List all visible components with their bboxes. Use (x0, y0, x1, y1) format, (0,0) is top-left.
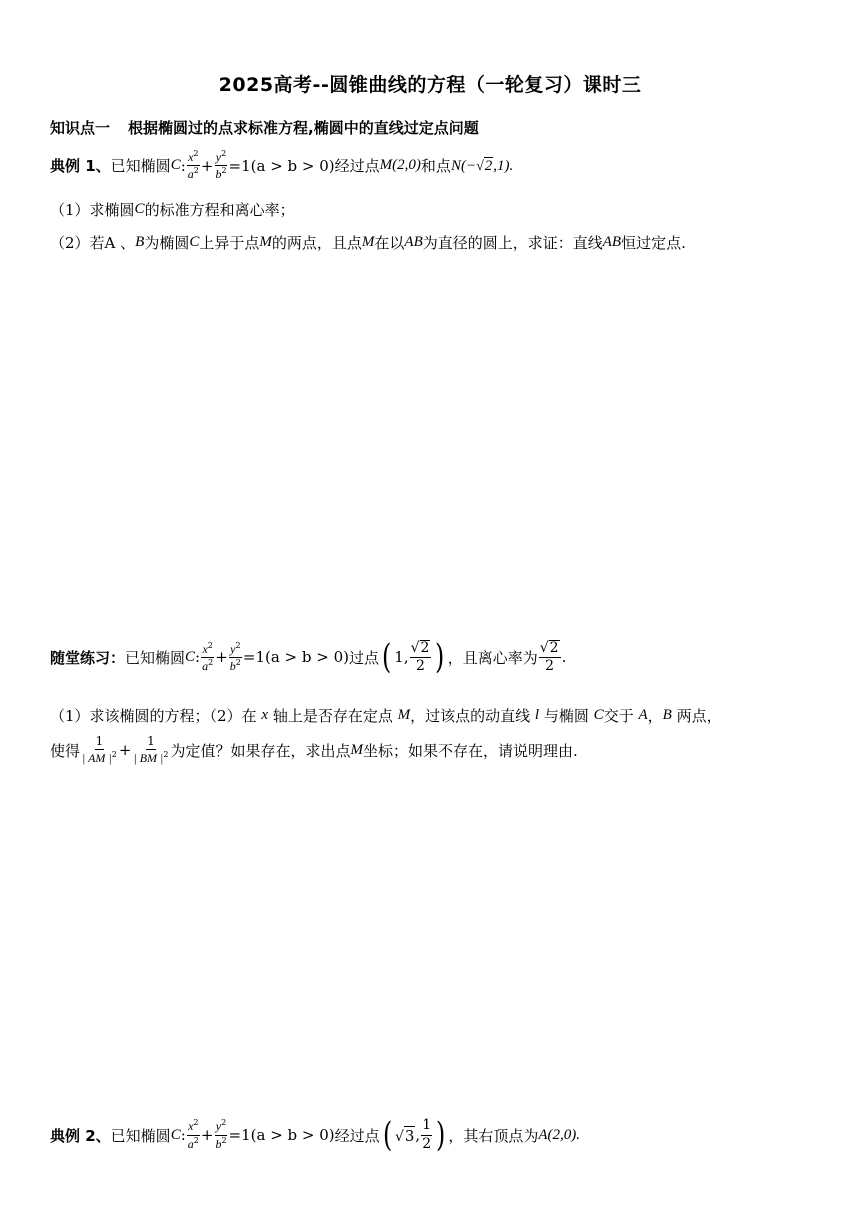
section-label: 知识点一 (50, 119, 111, 137)
fraction-am: $\frac{1}{| AM |^2}$ (82, 734, 117, 766)
section-topic: 根据椭圆过的点求标准方程,椭圆中的直线过定点问题 (128, 119, 479, 137)
practice-point: ( 1, √ 2 2 ) (382, 637, 445, 678)
example1-intro: 已知椭圆 (110, 157, 171, 176)
point-n: N(− √ 2 ,1). (450, 157, 514, 174)
ellipse-equation: C : $\frac{x^2}{a^2}$ + $\frac{y^2}{b^2}$ = 1(a > b > 0) (170, 1118, 335, 1151)
example1-label: 典例 1、 (50, 157, 111, 176)
example1-question-2: （2）若A 、 B 为椭圆 C 上异于点 M 的两点，且点 M 在以 AB 为直径的圆上，求证：直线 AB 恒过定点. (50, 234, 686, 252)
practice-label: 随堂练习： (50, 648, 126, 667)
fraction-bm: $\frac{1}{| BM |^2}$ (133, 734, 169, 766)
section-heading (50, 117, 479, 138)
vertex-a: A(2,0). (538, 1126, 581, 1143)
eccentricity: √ 2 2 (539, 640, 559, 675)
ellipse-equation: C : $\frac{x^2}{a^2}$ + $\frac{y^2}{b^2}$ = 1(a > b > 0) (170, 149, 335, 182)
example2-statement: 典例 2、 已知椭圆 C : $\frac{x^2}{a^2}$ + $\frac{y^2}{b^2}$ = 1(a > b > 0) 经过点 ( √ 3 , $\frac{1}{2}$ ) ，其右顶点为 A(2,0). (50, 1115, 581, 1155)
point-m: M(2,0) (379, 157, 421, 174)
example2-label: 典例 2、 (50, 1126, 111, 1145)
practice-question-2: 使得 $\frac{1}{| AM |^2}$ + $\frac{1}{| BM |^2}$ 为定值？如果存在，求出点 M 坐标；如果不存在，请说明理由. (50, 734, 578, 766)
ellipse-equation: C : $\frac{x^2}{a^2}$ + $\frac{y^2}{b^2}$ = 1(a > b > 0) (185, 640, 349, 673)
practice-question-1: （1）求该椭圆的方程；（2）在 x 轴上是否存在定点 M ，过该点的动直线 l 与椭圆 C 交于 A ， B 两点， (50, 707, 722, 725)
example1-question-1: （1）求椭圆 C 的标准方程和离心率； (50, 201, 295, 219)
practice-statement: 随堂练习： 已知椭圆 C : $\frac{x^2}{a^2}$ + $\frac{y^2}{b^2}$ = 1(a > b > 0) 过点 ( 1, √ 2 2 ) ，且离心率为 √ 2 2 . (50, 637, 567, 678)
example1-statement: 典例 1、 已知椭圆 C : $\frac{x^2}{a^2}$ + $\frac{y^2}{b^2}$ = 1(a > b > 0) 经过点 M(2,0) 和点 N(− √ 2 ,1). (50, 149, 514, 182)
page-title: 2025高考--圆锥曲线的方程（一轮复习）课时三 (218, 74, 642, 96)
example2-point: ( √ 3 , $\frac{1}{2}$ ) (382, 1115, 446, 1155)
